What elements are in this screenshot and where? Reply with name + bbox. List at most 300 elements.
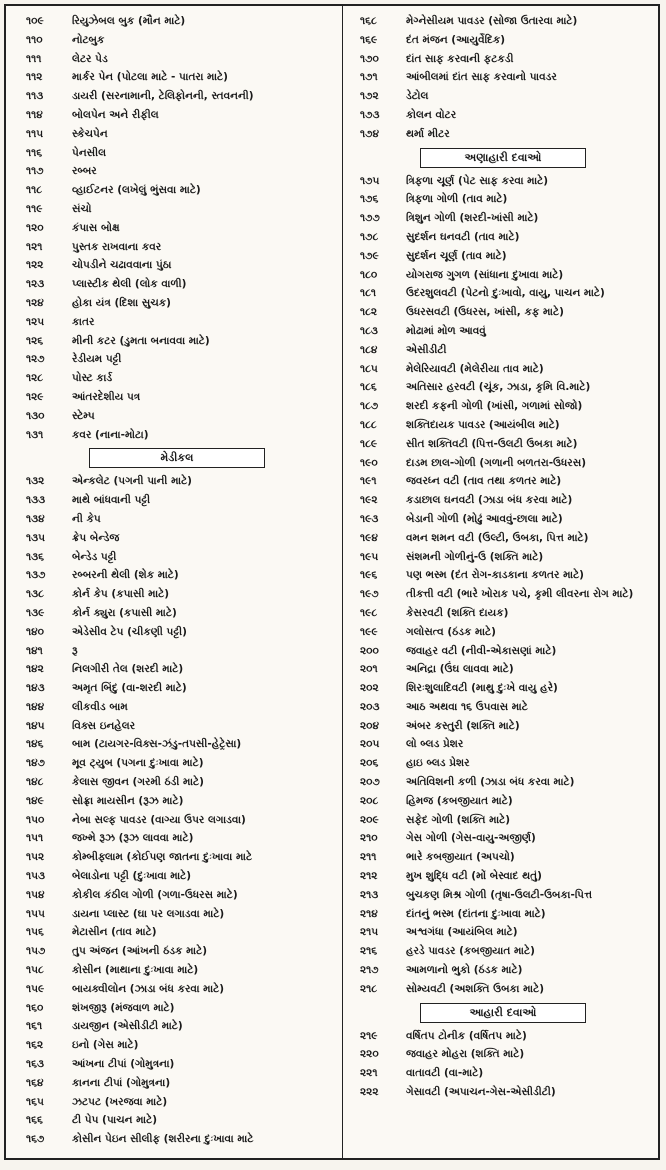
item-text: અતિસાર હરવટી (ચૂંક, ઝાડા, કૃમિ વિ.માટે) (406, 381, 591, 394)
item-text: કોકીલ કંઠીલ ગોળી (ગળા-ઉધરસ માટે) (72, 888, 238, 901)
list-item (350, 905, 656, 924)
item-number: ૧૮૩ (360, 324, 378, 337)
item-number: ૧૨૭ (26, 353, 45, 366)
item-number: ૧૪૮ (26, 776, 44, 789)
item-text: ડેટોલ (406, 90, 429, 103)
list-item (16, 106, 338, 125)
list-item (16, 491, 338, 510)
item-text: અંબર કસ્તુરી (શક્તિ માટે) (406, 719, 520, 732)
item-text: ટી પેપ (પાચન માટે) (72, 1114, 158, 1127)
section-title: આહારી દવાઓ (420, 1003, 586, 1023)
list-item (350, 125, 656, 144)
item-text: કોમ્બીફ્લામ (કોઈપણ જાતના દુઃખાવા માટે (72, 851, 253, 864)
list-item (350, 341, 656, 360)
list-item (16, 548, 338, 567)
item-number: ૨૨૨ (360, 1086, 379, 1099)
item-text: સોમ્યવટી (અશક્તિ ઉબકા માટે) (406, 982, 545, 995)
list-item (16, 886, 338, 905)
item-number: ૨૦૧ (360, 663, 378, 676)
item-text: જખ્મે રૂઝ (રૂઝ લાવવા માટે) (72, 832, 194, 845)
right-column (350, 12, 656, 1102)
list-item (350, 472, 656, 491)
item-number: ૧૯૩ (360, 512, 379, 525)
list-item (350, 942, 656, 961)
item-number: ૧૯૬ (360, 569, 378, 582)
item-number: ૧૭૮ (360, 230, 379, 243)
list-item (16, 1036, 338, 1055)
list-item (350, 735, 656, 754)
section-header-ahari (350, 1001, 656, 1025)
item-number: ૧૪૯ (26, 794, 44, 807)
list-item (350, 923, 656, 942)
item-number: ૨૦૪ (360, 719, 379, 732)
item-number: ૧૦૯ (26, 15, 44, 27)
item-number: ૧૪૧ (26, 644, 43, 657)
item-number: ૧૧૨ (26, 71, 43, 84)
item-text: હાઇ બ્લડ પ્રેશર (406, 757, 470, 770)
list-item (350, 284, 656, 303)
item-text: સુદર્શન ચૂર્ણ (તાવ માટે) (406, 249, 507, 262)
item-number: ૧૪૭ (26, 757, 45, 770)
item-text: સંશમની ગોળીનું-ઉ (શક્તિ માટે) (406, 550, 544, 563)
list-item (16, 829, 338, 848)
item-number: ૧૨૪ (26, 296, 44, 309)
item-text: થર્મા મીટર (406, 127, 450, 140)
section-header-anahari (350, 146, 656, 170)
stationery-list (16, 12, 338, 444)
item-number: ૨૨૧ (360, 1067, 378, 1080)
item-number: ૧૧૫ (26, 127, 44, 140)
item-text: પોસ્ટ કાર્ડ (72, 372, 113, 385)
anahari-medicine-list (350, 172, 656, 999)
item-text: કંપાસ બોક્ષ (72, 221, 120, 234)
item-text: નિલગીરી તેલ (શરદી માટે) (72, 663, 184, 676)
item-number: ૧૩૩ (26, 494, 46, 507)
item-number: ૧૩૧ (26, 428, 44, 441)
item-text: સ્ટેમ્પ (72, 409, 95, 422)
item-text: ની કેપ (72, 512, 101, 525)
item-text: નોટબુક (72, 33, 105, 46)
item-text: કવર (નાના-મોટા) (72, 428, 149, 441)
list-item (350, 717, 656, 736)
list-item (16, 12, 338, 31)
item-number: ૧૨૯ (26, 390, 44, 403)
list-item (350, 360, 656, 379)
item-text: તુપ અંજન (આંખની ઠંડક માટે) (72, 945, 208, 958)
item-number: ૧૮૬ (360, 381, 377, 394)
list-item (16, 660, 338, 679)
item-text: એન્કલેટ (પગની પાની માટે) (72, 475, 192, 488)
list-item (16, 811, 338, 830)
item-number: ૨૦૭ (360, 776, 380, 789)
list-item (350, 604, 656, 623)
item-text: મૂવ ટ્યુબ (પગના દુઃખાવા માટે) (72, 757, 204, 770)
item-text: વિક્સ ઇનહેલર (72, 719, 136, 732)
list-item (16, 942, 338, 961)
item-number: ૧૭૭ (360, 212, 380, 225)
list-item (350, 68, 656, 87)
item-number: ૧૫૦ (26, 813, 45, 826)
item-number: ૧૨૮ (26, 372, 44, 385)
item-number: ૧૬૩ (26, 1058, 45, 1071)
list-item (16, 642, 338, 661)
item-text: આંખના ટીપાં (ગોમુત્રના) (72, 1058, 175, 1071)
item-text: લો બ્લડ પ્રેશર (406, 738, 464, 751)
list-item (350, 961, 656, 980)
list-item (16, 332, 338, 351)
item-text: આમળાનો ભુકો (ઠંડક માટે) (406, 964, 523, 977)
item-number: ૧૫૯ (26, 982, 45, 995)
list-item (16, 754, 338, 773)
item-text: ક્રેપ બેન્ડેજ (72, 531, 120, 544)
item-number: ૧૨૫ (26, 315, 45, 328)
list-item (16, 1130, 338, 1149)
item-number: ૧૮૫ (360, 362, 378, 375)
item-text: હોકા યંત્ર (દિશા સુચક) (72, 296, 171, 309)
item-number: ૨૧૪ (360, 907, 378, 920)
list-item (350, 1083, 656, 1102)
item-text: રિયુઝેબલ બુક (મૌન માટે) (72, 15, 186, 27)
item-number: ૧૫૭ (26, 945, 46, 958)
list-item (16, 604, 338, 623)
item-number: ૧૯૧ (360, 475, 377, 488)
list-item (350, 247, 656, 266)
item-text: મીની કટર (ડુમતા બનાવવા માટે) (72, 334, 210, 347)
item-text: મેલેરિયાવટી (મેલેરીયા તાવ માટે) (406, 362, 544, 375)
item-text: ડાયના પ્લાસ્ટ (ઘા પર લગાડવા માટે) (72, 907, 225, 920)
list-item (350, 435, 656, 454)
list-item (350, 397, 656, 416)
list-item (350, 642, 656, 661)
item-text: તીક્ત્તી વટી (ભારે ખોરાક પચે, કૃમી લીવરના રોગ માટે) (406, 588, 634, 601)
item-number: ૨૦૮ (360, 794, 379, 807)
item-number: ૧૬૫ (26, 1095, 44, 1108)
item-text: જવરધ્ન વટી (તાવ તથા કળતર માટે) (406, 475, 562, 488)
item-number: ૧૨૬ (26, 334, 44, 347)
item-number: ૧૯૭ (360, 588, 379, 601)
item-text: કડાછાલ ઘનવટી (ઝાડા બંધ કરવા માટે) (406, 494, 573, 507)
list-item (16, 698, 338, 717)
item-text: વાતાવટી (વા-માટે) (406, 1067, 484, 1080)
item-text: આઠ અથવા ૧૬ ઉપવાસ માટે (406, 700, 528, 713)
list-item (350, 754, 656, 773)
list-item (350, 698, 656, 717)
list-item (16, 68, 338, 87)
list-item (350, 623, 656, 642)
item-text: યોગરાજ ગુગળ (સાંધાના દુખાવા માટે) (406, 268, 564, 281)
item-number: ૧૯૪ (360, 531, 378, 544)
list-item (16, 125, 338, 144)
item-number: ૧૬૦ (26, 1001, 44, 1014)
item-text: ડાયજીન (એસીડીટી માટે) (72, 1020, 183, 1033)
medical-list (16, 472, 338, 1149)
item-number: ૧૩૬ (26, 550, 45, 563)
section-header-medical (16, 446, 338, 470)
list-item (350, 792, 656, 811)
medical-list-continued (350, 12, 656, 144)
list-item (16, 313, 338, 332)
item-text: શંખજીરૂ (મંજવાળ માટે) (72, 1001, 175, 1014)
list-item (350, 773, 656, 792)
item-number: ૧૯૯ (360, 625, 378, 638)
list-item (16, 1111, 338, 1130)
list-item (350, 416, 656, 435)
list-item (350, 87, 656, 106)
list-item (16, 1074, 338, 1093)
list-item (350, 1045, 656, 1064)
item-text: પણ ભસ્મ (દંત રોગ-કાડકાના કળતર માટે) (406, 569, 584, 582)
list-item (16, 219, 338, 238)
item-number: ૧૧૭ (26, 165, 44, 178)
item-text: શિરઃશુલાદિવટી (માથુ દુઃખે વાયુ હરે) (406, 682, 558, 695)
list-item (350, 980, 656, 999)
item-text: સુદર્શન ઘનવટી (તાવ માટે) (406, 230, 520, 243)
list-item (16, 407, 338, 426)
item-number: ૧૨૧ (26, 240, 43, 253)
item-number: ૧૯૨ (360, 494, 378, 507)
list-item (350, 31, 656, 50)
item-number: ૧૭૪ (360, 127, 379, 140)
item-text: આંતરદેશીય પત્ર (72, 390, 141, 403)
list-item (16, 275, 338, 294)
list-item (350, 106, 656, 125)
item-number: ૨૧૮ (360, 982, 378, 995)
item-number: ૧૪૫ (26, 719, 45, 732)
list-item (16, 31, 338, 50)
item-text: હરડે પાવડર (કબજીયાત માટે) (406, 945, 535, 958)
section-title: મેડીકલ (89, 448, 265, 468)
item-number: ૧૬૨ (26, 1039, 44, 1052)
list-item (16, 200, 338, 219)
list-item (350, 1064, 656, 1083)
item-text: સફેદ ગોળી (શક્તિ માટે) (406, 813, 511, 826)
item-text: બામ (ટાયગર-વિક્સ-ઝંડુ-તપસી-હેટ્રેસા) (72, 738, 242, 751)
item-number: ૧૧૬ (26, 146, 43, 159)
list-item (350, 50, 656, 69)
item-number: ૧૮૨ (360, 306, 378, 319)
item-number: ૧૩૦ (26, 409, 45, 422)
item-text: શક્તિદાયક પાવડર (આયંબીલ માટે) (406, 418, 560, 431)
list-item (16, 923, 338, 942)
list-item (16, 388, 338, 407)
list-item (16, 529, 338, 548)
item-number: ૧૧૯ (26, 202, 43, 215)
item-number: ૧૬૪ (26, 1076, 44, 1089)
item-text: ડાયરી (સરનામાની, ટેલિફોનની, સ્તવનની) (72, 90, 254, 103)
item-text: અશ્વગંધા (આયંબિલ માટે) (406, 926, 518, 939)
item-number: ૧૩૫ (26, 531, 46, 544)
item-text: ગલોસત્વ (ઠંડક માટે) (406, 625, 496, 638)
item-number: ૧૧૪ (26, 108, 43, 121)
list-item (16, 510, 338, 529)
item-text: ત્રિશુન ગોળી (શરદી-ખાંસી માટે) (406, 212, 539, 225)
list-item (16, 162, 338, 181)
item-text: કોસીન પેઇન સીલીફ (શરીરના દુઃખાવા માટે (72, 1133, 254, 1146)
item-number: ૧૭૦ (360, 52, 379, 65)
item-number: ૧૩૨ (26, 475, 45, 488)
item-text: દાડમ છાલ-ગોળી (ગળાની બળતરા-ઉધરસ) (406, 456, 587, 469)
item-text: મુખ શુદ્ધિ વટી (મોં બેસ્વાદ થતું) (406, 870, 542, 883)
item-text: કોર્ન ક્યુરા (કપાસી માટે) (72, 606, 177, 619)
item-text: ઉધરસવટી (ઉધરસ, ખાંસી, કફ માટે) (406, 306, 564, 319)
list-item (350, 1027, 656, 1046)
item-number: ૧૪૬ (26, 738, 44, 751)
item-text: સ્કેચપેન (72, 127, 108, 140)
item-number: ૧૫૮ (26, 964, 44, 977)
item-number: ૨૦૬ (360, 757, 379, 770)
item-number: ૧૮૯ (360, 437, 378, 450)
item-number: ૧૯૮ (360, 606, 378, 619)
list-item (16, 369, 338, 388)
item-number: ૧૫૧ (26, 832, 44, 845)
item-number: ૧૬૯ (360, 33, 378, 46)
item-text: મેટાસીન (તાવ માટે) (72, 926, 157, 939)
document-page (4, 4, 660, 1160)
item-number: ૧૭૯ (360, 249, 379, 262)
item-number: ૧૩૪ (26, 512, 45, 525)
item-text: નેબા સલ્ફ પાવડર (વાગ્યા ઉપર લગાડવા) (72, 813, 246, 826)
list-item (16, 585, 338, 604)
list-item (16, 238, 338, 257)
list-item (350, 829, 656, 848)
list-item (16, 999, 338, 1018)
item-number: ૨૧૯ (360, 1029, 378, 1042)
item-text: પેનસીલ (72, 146, 107, 159)
list-item (350, 266, 656, 285)
list-item (16, 679, 338, 698)
list-item (16, 867, 338, 886)
item-number: ૨૧૬ (360, 945, 378, 958)
item-text: ઉદરશુલવટી (પેટનો દુઃખાવો, વાયુ, પાચન માટે) (406, 287, 605, 300)
item-number: ૧૫૬ (26, 926, 44, 939)
item-number: ૧૭૬ (360, 193, 379, 206)
list-item (16, 1093, 338, 1112)
item-text: કાતર (72, 315, 95, 328)
list-item (16, 181, 338, 200)
item-text: કેલાસ જીવન (ગરમી ઠંડી માટે) (72, 776, 204, 789)
item-text: રબ્બર (72, 165, 97, 178)
item-number: ૧૭૧ (360, 71, 378, 84)
item-text: વમન શમન વટી (ઉલ્ટી, ઉબકા, પિત્ત માટે) (406, 531, 589, 544)
list-item (16, 472, 338, 491)
item-text: બેડાની ગોળી (મોઢું આવવું-છાલા માટે) (406, 512, 563, 525)
item-number: ૧૩૭ (26, 569, 46, 582)
item-text: લીકવીડ બામ (72, 700, 128, 713)
item-number: ૨૦૩ (360, 700, 380, 713)
list-item (350, 228, 656, 247)
item-text: દંત મંજન (આયુર્વેદિક) (406, 33, 506, 46)
list-item (16, 426, 338, 445)
item-number: ૨૧૭ (360, 964, 379, 977)
item-text: બોલપેન અને રીફીલ (72, 108, 159, 121)
item-number: ૨૧૩ (360, 888, 379, 901)
item-text: અમૃત બિંદુ (વા-શરદી માટે) (72, 682, 187, 695)
item-number: ૧૫૫ (26, 907, 45, 920)
list-item (16, 848, 338, 867)
item-text: કોલન વોટર (406, 108, 457, 121)
item-text: અનિદ્રા (ઉંઘ લાવવા માટે) (406, 663, 514, 676)
item-text: એડેસીવ ટેપ (ચીકણી પટ્ટી) (72, 625, 187, 638)
list-item (350, 190, 656, 209)
item-number: ૧૫૨ (26, 851, 45, 864)
item-number: ૧૨૩ (26, 278, 45, 291)
list-item (350, 510, 656, 529)
item-text: જવાહર મોહરા (શક્તિ માટે) (406, 1048, 525, 1061)
item-text: દાંત સાફ કરવાની ફટકડી (406, 52, 514, 65)
item-text: સોફ્રા માયસીન (રૂઝ માટે) (72, 794, 184, 807)
item-number: ૧૧૦ (26, 33, 43, 46)
item-number: ૨૦૦ (360, 644, 379, 657)
item-text: અતિવિશની કળી (ઝાડા બંધ કરવા માટે) (406, 776, 575, 789)
item-text: વર્ષિતપ ટોનીક (વર્ષિતપ માટે) (406, 1029, 527, 1042)
item-text: હિમજ (કબજીયાત માટે) (406, 794, 513, 807)
item-number: ૧૫૪ (26, 888, 45, 901)
item-number: ૧૧૩ (26, 90, 44, 103)
item-number: ૧૨૨ (26, 259, 44, 272)
list-item (16, 256, 338, 275)
item-number: ૧૬૧ (26, 1020, 43, 1033)
list-item (350, 322, 656, 341)
item-text: કોસીન (માથાના દુઃખાવા માટે) (72, 964, 199, 977)
item-text: મોઢામાં મોળ આવવું (406, 324, 486, 337)
section-title: અણાહારી દવાઓ (420, 148, 586, 168)
item-number: ૧૭૫ (360, 174, 380, 187)
item-text: ઝટપટ (ખરજવા માટે) (72, 1095, 168, 1108)
item-number: ૧૧૮ (26, 184, 43, 197)
list-item (16, 905, 338, 924)
item-text: ગેસ ગોળી (ગેસ-વાયુ-અજીર્ણ) (406, 832, 536, 845)
list-item (16, 87, 338, 106)
item-text: બેન્ડેડ પટ્ટી (72, 550, 117, 563)
item-text: આંબીલમાં દાંત સાફ કરવાનો પાવડર (406, 71, 557, 84)
column-divider (342, 6, 343, 1158)
item-number: ૧૮૮ (360, 418, 377, 431)
list-item (350, 848, 656, 867)
item-number: ૧૮૪ (360, 343, 378, 356)
item-number: ૧૫૩ (26, 870, 46, 883)
item-text: ગેસાવટી (અપાચન-ગેસ-એસીડીટી) (406, 1086, 556, 1099)
item-text: લેટર પેડ (72, 52, 108, 65)
item-number: ૧૧૧ (26, 52, 42, 65)
item-number: ૨૦૯ (360, 813, 379, 826)
list-item (16, 623, 338, 642)
item-number: ૧૭૩ (360, 108, 380, 121)
item-text: બેલાડોના પટ્ટી (દુઃખાવા માટે) (72, 870, 192, 883)
item-number: ૨૧૦ (360, 832, 378, 845)
item-number: ૨૧૧ (360, 851, 377, 864)
list-item (350, 454, 656, 473)
item-text: ભારે કબજીયાત (અપચો) (406, 851, 515, 864)
item-text: સંચો (72, 202, 92, 215)
item-number: ૧૪૪ (26, 700, 45, 713)
item-number: ૧૮૧ (360, 287, 377, 300)
list-item (350, 548, 656, 567)
item-number: ૧૯૫ (360, 550, 379, 563)
item-text: પ્લાસ્ટીક થેલી (લોક વાળી) (72, 278, 187, 291)
list-item (350, 529, 656, 548)
item-number: ૧૯૦ (360, 456, 378, 469)
list-item (16, 566, 338, 585)
item-number: ૧૩૯ (26, 606, 45, 619)
list-item (16, 735, 338, 754)
list-item (16, 961, 338, 980)
list-item (350, 209, 656, 228)
list-item (350, 491, 656, 510)
list-item (350, 660, 656, 679)
list-item (16, 717, 338, 736)
item-text: ત્રિફળા ચૂર્ણ (પેટ સાફ કરવા માટે) (406, 174, 549, 187)
item-number: ૧૩૮ (26, 588, 44, 601)
